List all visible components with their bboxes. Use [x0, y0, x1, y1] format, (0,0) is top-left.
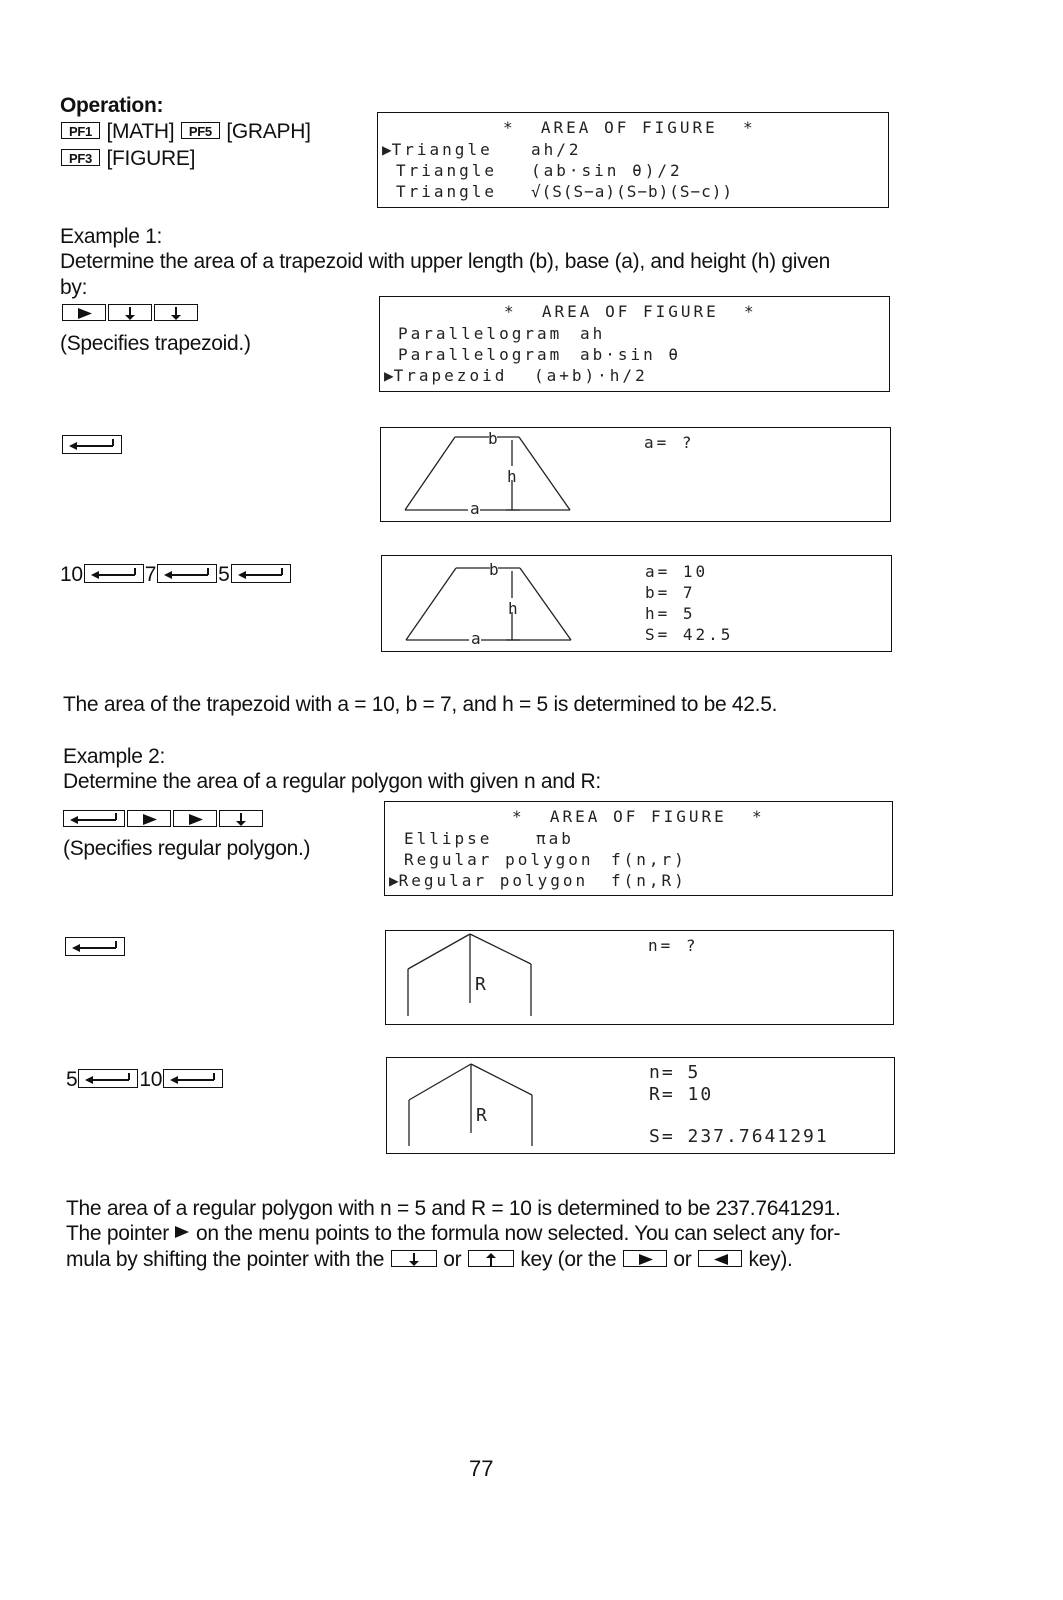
pointer-note-text: The pointer: [66, 1222, 169, 1245]
pointer-note-text: or: [673, 1248, 692, 1271]
operation-line-1: [60, 119, 311, 144]
example1-input-line: [60, 562, 292, 587]
example2-note: (Specifies regular polygon.): [63, 837, 311, 860]
example1-conclusion: The area of the trapezoid with a = 10, b = 7, and h = 5 is determined to be 42.5.: [63, 693, 778, 716]
result-s: S= 42.5: [645, 625, 734, 644]
input-value: 10: [139, 1068, 163, 1091]
page-number: 77: [469, 1456, 494, 1481]
pointer-note-line-1: [66, 1221, 840, 1246]
enter-key: [231, 564, 291, 583]
pointer-note-text: mula by shifting the pointer with the: [66, 1248, 385, 1271]
operation-line-2: [60, 146, 195, 171]
enter-key: [64, 939, 126, 958]
pointer-icon: ▶: [384, 366, 394, 385]
trapezoid-b-label: b: [489, 560, 499, 579]
menu-row-formula: (a+b)·h/2: [534, 366, 648, 385]
trapezoid-h-label: h: [508, 599, 518, 618]
lcd-polygon-prompt: [385, 930, 894, 1025]
menu-row-name: Regular polygon: [404, 850, 594, 869]
result-s: S= 237.7641291: [649, 1126, 829, 1147]
polygon-diagram: [387, 1058, 587, 1155]
right-arrow-key: [623, 1250, 667, 1267]
menu-row-name: Triangle: [396, 161, 498, 180]
right-arrow-key: [173, 810, 217, 827]
menu-row-name: Triangle: [391, 140, 493, 159]
prompt-n: n= ?: [648, 936, 699, 955]
menu-row-formula: √(S(S−a)(S−b)(S−c)): [531, 182, 734, 201]
menu-row-formula: f(n,R): [611, 871, 687, 890]
pf5-key: PF5: [181, 122, 220, 139]
menu-row: [384, 365, 507, 386]
menu-title: * AREA OF FIGURE *: [503, 118, 756, 137]
polygon-r-label: R: [476, 1105, 487, 1126]
menu-row: [382, 139, 493, 160]
lcd-triangle-menu: [377, 112, 889, 208]
menu-row-formula: ah/2: [531, 140, 582, 159]
input-value: 7: [144, 563, 157, 586]
result-r: R= 10: [649, 1084, 714, 1105]
enter-key: [78, 1069, 138, 1088]
up-arrow-key: [468, 1250, 514, 1267]
trapezoid-a-label: a: [470, 499, 480, 518]
operation-heading: Operation:: [60, 94, 164, 117]
menu-row-name: Triangle: [396, 182, 498, 201]
polygon-diagram: [386, 931, 586, 1026]
figure-label: [FIGURE]: [106, 147, 196, 170]
down-arrow-key: [108, 304, 152, 321]
trapezoid-diagram: [381, 428, 581, 523]
example1-note: (Specifies trapezoid.): [60, 332, 251, 355]
result-a: a= 10: [645, 562, 709, 581]
menu-row-formula: ab·sin θ: [580, 345, 682, 364]
enter-key: [163, 1069, 223, 1088]
pointer-icon: ▶: [389, 871, 399, 890]
down-arrow-key: [391, 1250, 437, 1267]
down-arrow-key: [154, 304, 198, 321]
menu-row-name: Trapezoid: [393, 366, 508, 385]
result-n: n= 5: [649, 1062, 701, 1083]
trapezoid-diagram: [382, 556, 582, 651]
menu-row-name: Parallelogram: [398, 345, 563, 364]
input-value: 5: [218, 563, 230, 586]
lcd-polygon-result: [386, 1057, 895, 1154]
enter-key: [84, 564, 144, 583]
lcd-trapezoid-prompt: [380, 427, 891, 522]
example2-label: Example 2:: [63, 745, 166, 768]
menu-row-formula: ah: [580, 324, 606, 343]
enter-key-box: [62, 435, 122, 454]
pointer-note-line-2: [66, 1247, 793, 1272]
menu-row-formula: f(n,r): [611, 850, 687, 869]
right-arrow-key: [127, 810, 171, 827]
graph-label: [GRAPH]: [226, 120, 311, 143]
result-b: b= 7: [645, 583, 696, 602]
example1-key-sequence: [61, 306, 199, 324]
example2-conclusion: The area of a regular polygon with n = 5 and R = 10 is determined to be 237.7641291.: [66, 1197, 841, 1220]
input-value: 10: [60, 563, 83, 586]
menu-row-name: Regular polygon: [398, 871, 589, 890]
pointer-icon: [174, 1225, 190, 1239]
example1-label: Example 1:: [60, 225, 163, 248]
lcd-polygon-menu: [384, 801, 893, 896]
pf1-key: PF1: [61, 122, 100, 139]
enter-key: [61, 437, 123, 456]
pointer-note-text: key (or the: [520, 1248, 617, 1271]
example2-description: Determine the area of a regular polygon with given n and R:: [63, 770, 601, 793]
lcd-trapezoid-result: [381, 555, 892, 652]
menu-row-formula: πab: [536, 829, 574, 848]
polygon-r-label: R: [475, 974, 486, 995]
menu-title: * AREA OF FIGURE *: [504, 302, 757, 321]
left-arrow-key: [698, 1250, 742, 1267]
example1-description: Determine the area of a trapezoid with upper length (b), base (a), and height (h) given: [60, 250, 831, 273]
example1-description-cont: by:: [60, 276, 88, 299]
menu-row-name: Ellipse: [404, 829, 493, 848]
pointer-note-text: or: [443, 1248, 462, 1271]
pointer-icon: ▶: [382, 140, 392, 159]
menu-row: [389, 870, 588, 891]
math-label: [MATH]: [106, 120, 175, 143]
enter-key: [157, 564, 217, 583]
enter-key: [63, 810, 125, 827]
right-arrow-key: [62, 304, 106, 321]
input-value: 5: [66, 1068, 78, 1091]
example2-key-sequence: [62, 812, 264, 830]
menu-row-formula: (ab·sin θ)/2: [531, 161, 683, 180]
lcd-trapezoid-menu: [379, 296, 890, 392]
enter-key-box: [65, 937, 125, 956]
pointer-note-text: on the menu points to the formula now selected. You can select any for-: [196, 1222, 841, 1245]
trapezoid-b-label: b: [488, 429, 498, 448]
prompt-a: a= ?: [644, 433, 695, 452]
trapezoid-a-label: a: [471, 629, 481, 648]
trapezoid-h-label: h: [507, 467, 517, 486]
example2-input-line: [66, 1067, 224, 1092]
result-h: h= 5: [645, 604, 696, 623]
down-arrow-key: [219, 810, 263, 827]
menu-title: * AREA OF FIGURE *: [512, 807, 765, 826]
pointer-note-text: key).: [748, 1248, 793, 1271]
menu-row-name: Parallelogram: [398, 324, 563, 343]
pf3-key: PF3: [61, 149, 100, 166]
